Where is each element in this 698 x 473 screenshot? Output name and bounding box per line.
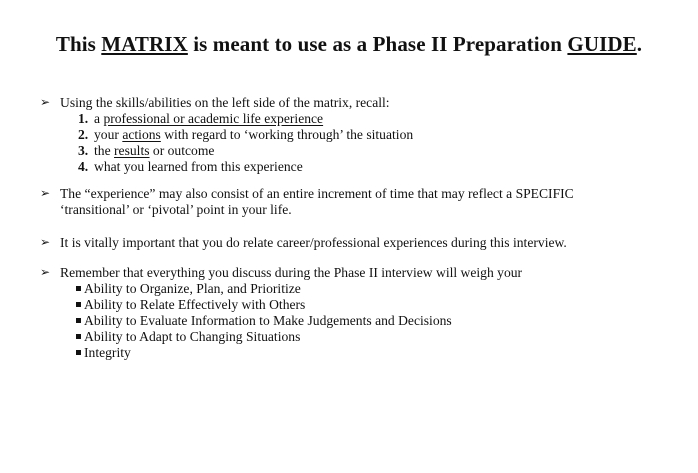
- recall-list: [40, 111, 413, 175]
- ability-item: Ability to Organize, Plan, and Prioritize: [40, 281, 522, 297]
- recall-item: 1. a professional or academic life experience: [78, 111, 324, 126]
- bullet-experience: [40, 185, 574, 218]
- bullet-important: [40, 234, 567, 251]
- bullet-experience-line2: ‘transitional’ or ‘pivotal’ point in your life.: [60, 202, 292, 217]
- abilities-list: [40, 281, 522, 361]
- ability-item: Integrity: [40, 345, 522, 361]
- recall-item: 3. the results or outcome: [78, 143, 215, 158]
- bullet-remember: [40, 264, 522, 361]
- bullet-important-text: It is vitally important that you do relate career/professional experiences during this interview.: [60, 235, 567, 250]
- square-bullet-icon: [76, 302, 81, 307]
- bullet-experience-line1: The “experience” may also consist of an entire increment of time that may reflect a SPECIFIC: [60, 186, 574, 201]
- bullet-recall: [40, 94, 413, 175]
- recall-item: 4. what you learned from this experience: [78, 159, 303, 174]
- square-bullet-icon: [76, 286, 81, 291]
- bullet-remember-text: Remember that everything you discuss during the Phase II interview will weigh your: [60, 265, 523, 280]
- title-matrix-word: MATRIX: [101, 32, 188, 56]
- arrow-bullet-icon: ➢: [40, 186, 51, 200]
- recall-item: 2. your actions with regard to ‘working through’ the situation: [78, 127, 414, 142]
- square-bullet-icon: [76, 334, 81, 339]
- ability-item: Ability to Evaluate Information to Make Judgements and Decisions: [40, 313, 522, 329]
- title-guide-word: GUIDE: [567, 32, 637, 56]
- square-bullet-icon: [76, 350, 81, 355]
- ability-item: Ability to Relate Effectively with Others: [40, 297, 522, 313]
- arrow-bullet-icon: ➢: [40, 95, 51, 109]
- bullet-recall-text: Using the skills/abilities on the left side of the matrix, recall:: [60, 95, 390, 110]
- page-title: This MATRIX is meant to use as a Phase II Preparation GUIDE.: [55, 32, 643, 56]
- ability-item: Ability to Adapt to Changing Situations: [40, 329, 522, 345]
- arrow-bullet-icon: ➢: [40, 265, 51, 279]
- arrow-bullet-icon: ➢: [40, 235, 51, 249]
- square-bullet-icon: [76, 318, 81, 323]
